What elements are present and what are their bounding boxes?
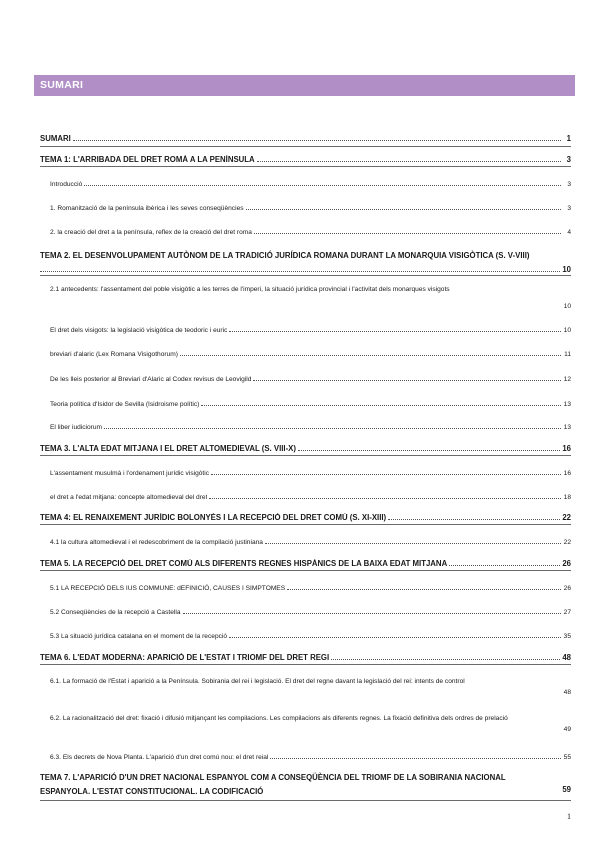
toc-page-number: 13 bbox=[563, 401, 571, 408]
toc-entry-4-1-cultura[interactable]: 4.1 la cultura altomedieval i el redescobriment de la compilació justiniana 22 bbox=[50, 536, 571, 548]
page-number: 1 bbox=[567, 812, 571, 821]
toc-page-number: 10 bbox=[563, 327, 571, 334]
toc-entry-6-1-formacio-estat[interactable]: 6.1. La formació de l'Estat i aparició a la Península. Sobirania del rei i legislació. El dret del regne davant la legislació del rei: intents de control 48 bbox=[50, 678, 571, 696]
toc-page-number: 55 bbox=[563, 754, 571, 761]
toc-page-number: 3 bbox=[567, 205, 571, 212]
toc-page-number: 10 bbox=[563, 303, 571, 310]
toc-page-number: 1 bbox=[566, 134, 571, 143]
toc-page-number: 13 bbox=[563, 424, 571, 431]
toc-entry-tema-3[interactable]: TEMA 3. L'ALTA EDAT MITJANA I EL DRET ALTOMEDIEVAL (S. VIII-X) 16 bbox=[40, 444, 571, 453]
toc-page-number: 22 bbox=[562, 513, 571, 522]
toc-entry-tema-6[interactable]: TEMA 6. L'EDAT MODERNA: APARICIÓ DE L'ESTAT I TRIOMF DEL DRET REGI 48 bbox=[40, 653, 571, 662]
toc-entry-isidor-sevilla[interactable]: Teoria política d'Isidor de Sevilla (Isidroisme polític) 13 bbox=[50, 398, 571, 410]
toc-entry-dret-edat-mitjana[interactable]: el dret a l'edat mitjana: concepte altomedieval del dret 18 bbox=[50, 491, 571, 503]
toc-page-number: 11 bbox=[564, 351, 571, 358]
toc-entry-assentament-musulma[interactable]: L'assentament musulmà i l'ordenament jurídic visigòtic 16 bbox=[50, 467, 571, 479]
toc-page-number: 27 bbox=[563, 609, 571, 616]
toc-page-number: 59 bbox=[562, 785, 571, 794]
toc-page-number: 48 bbox=[563, 689, 571, 696]
divider bbox=[40, 146, 571, 147]
divider bbox=[40, 455, 571, 456]
toc-entry-tema-5[interactable]: TEMA 5. LA RECEPCIÓ DEL DRET COMÚ ALS DIFERENTS REGNES HISPÀNICS DE LA BAIXA EDAT MITJANA 26 bbox=[40, 559, 571, 568]
divider bbox=[40, 166, 571, 167]
toc-page-number: 35 bbox=[563, 633, 571, 640]
toc-entry-tema-2[interactable]: TEMA 2. EL DESENVOLUPAMENT AUTÒNOM DE LA TRADICIÓ JURÍDICA ROMANA DURANT LA MONARQUIA VISIGÒTICA (S. V-VIII) 10 bbox=[40, 251, 571, 274]
toc-page-number: 12 bbox=[563, 376, 571, 383]
toc-page-number: 49 bbox=[563, 726, 571, 733]
toc-entry-6-3-nova-planta[interactable]: 6.3. Els decrets de Nova Planta. L'aparició d'un dret comú nou: el dret reial 55 bbox=[50, 751, 571, 763]
toc-entry-breviari-alaric[interactable]: breviari d'alaric (Lex Romana Visigothorum) 11 bbox=[50, 348, 571, 360]
divider bbox=[40, 524, 571, 525]
toc-page-number: 26 bbox=[563, 585, 571, 592]
toc-entry-5-1-recepcio[interactable]: 5.1 LA RECEPCIÓ DELS IUS COMMUNE: dEFINICIÓ, CAUSES I SIMPTOMES 26 bbox=[50, 582, 571, 594]
toc-entry-1-romanitzacio[interactable]: 1. Romanització de la península ibèrica i les seves conseqüències 3 bbox=[50, 202, 571, 214]
divider bbox=[40, 664, 571, 665]
toc-page-number: 3 bbox=[566, 155, 571, 164]
toc-entry-tema-7[interactable]: TEMA 7. L'APARICIÓ D'UN DRET NACIONAL ESPANYOL COM A CONSEQÜÈNCIA DEL TRIOMF DE LA SOBIRANIA NACIONAL ESPANYOLA. L'ESTAT CONSTITUCIONAL. LA CODIFICACIÓ 59 bbox=[40, 773, 571, 796]
toc-entry-tema-4[interactable]: TEMA 4: EL RENAIXEMENT JURÍDIC BOLONYÈS I LA RECEPCIÓ DEL DRET COMÚ (S. XI-XIII) 22 bbox=[40, 513, 571, 522]
toc-entry-5-3-catalana[interactable]: 5.3 La situació jurídica catalana en el moment de la recepció 35 bbox=[50, 630, 571, 642]
toc-page-number: 4 bbox=[567, 229, 571, 236]
toc-entry-sumari[interactable]: SUMARI 1 bbox=[40, 134, 571, 143]
toc-page-number: 22 bbox=[563, 539, 571, 546]
toc-entry-introduccio[interactable]: Introducció 3 bbox=[50, 178, 571, 190]
toc-entry-2-1-antecedents[interactable]: 2.1 antecedents: l'assentament del poble visigòtic a les terres de l'imperi, la situació jurídica provincial i l'activitat dels monarques visigots 10 bbox=[50, 286, 571, 310]
toc-entry-dret-visigots[interactable]: El dret dels visigots: la legislació visigòtica de teodoric i euric 10 bbox=[50, 324, 571, 336]
toc-entry-liber-iudiciorum[interactable]: El liber iudiciorum 13 bbox=[50, 421, 571, 433]
divider bbox=[40, 800, 571, 801]
section-header-sumari: SUMARI bbox=[34, 75, 575, 96]
toc-entry-6-2-racionalitzacio[interactable]: 6.2. La racionalització del dret: fixació i difusió mitjançant les compilacions. Les compilacions als diferents regnes. La fixació definitiva dels ordres de prelació 49 bbox=[50, 715, 571, 733]
toc-page-number: 3 bbox=[567, 181, 571, 188]
toc-entry-tema-1[interactable]: TEMA 1: L'ARRIBADA DEL DRET ROMÀ A LA PENÍNSULA 3 bbox=[40, 155, 571, 164]
toc-page-number: 16 bbox=[563, 470, 571, 477]
toc-entry-2-creacio-dret[interactable]: 2. la creació del dret a la península, reflex de la creació del dret roma 4 bbox=[50, 226, 571, 238]
toc-page-number: 26 bbox=[562, 559, 571, 568]
toc-page-number: 16 bbox=[562, 444, 571, 453]
divider bbox=[40, 570, 571, 571]
toc-page-number: 18 bbox=[563, 494, 571, 501]
toc-page-number: 10 bbox=[562, 265, 571, 274]
toc-entry-5-2-castella[interactable]: 5.2 Conseqüències de la recepció a Castella 27 bbox=[50, 606, 571, 618]
divider bbox=[40, 275, 571, 276]
toc-page-number: 48 bbox=[562, 653, 571, 662]
toc-entry-lleis-posterior[interactable]: De les lleis posterior al Breviari d'Alaric al Codex revisus de Leovigild 12 bbox=[50, 373, 571, 385]
